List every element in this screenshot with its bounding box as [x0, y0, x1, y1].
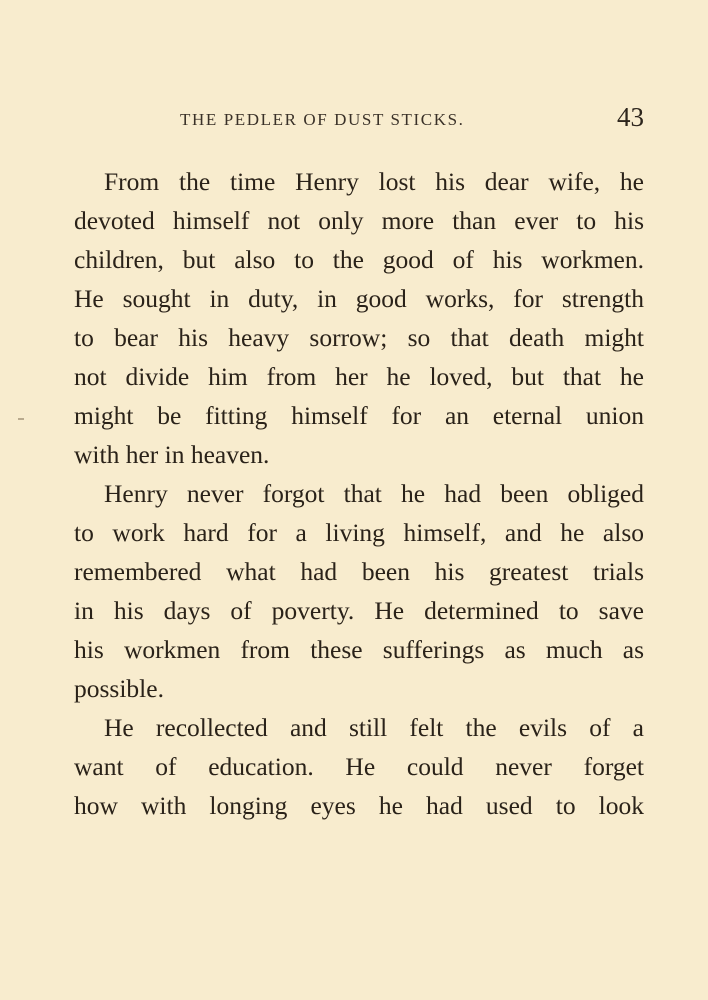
margin-mark: [18, 418, 24, 420]
text-line: remembered what had been his greatest trials: [74, 557, 644, 586]
running-head: [74, 100, 644, 140]
text-line: to bear his heavy sorrow; so that death might: [74, 323, 644, 352]
text-line: how with longing eyes he had used to look: [74, 791, 644, 820]
text-line: want of education. He could never forget: [74, 752, 644, 781]
text-line: to work hard for a living himself, and he also: [74, 518, 644, 547]
text-line: He recollected and still felt the evils of a: [104, 713, 644, 742]
text-line: possible.: [74, 674, 164, 703]
page-number: 43: [617, 102, 644, 132]
text-line: He sought in duty, in good works, for strength: [74, 284, 644, 313]
text-line: might be fitting himself for an eternal union: [74, 401, 644, 430]
text-line: in his days of poverty. He determined to save: [74, 596, 644, 625]
text-line: From the time Henry lost his dear wife, he: [104, 167, 644, 196]
body-text: [74, 162, 644, 825]
running-title: THE PEDLER OF DUST STICKS.: [180, 110, 465, 129]
text-line: devoted himself not only more than ever to his: [74, 206, 644, 235]
text-line: not divide him from her he loved, but that he: [74, 362, 644, 391]
text-line: children, but also to the good of his workmen.: [74, 245, 644, 274]
text-line: his workmen from these sufferings as much as: [74, 635, 644, 664]
text-line: Henry never forgot that he had been obliged: [104, 479, 644, 508]
text-line: with her in heaven.: [74, 440, 270, 469]
